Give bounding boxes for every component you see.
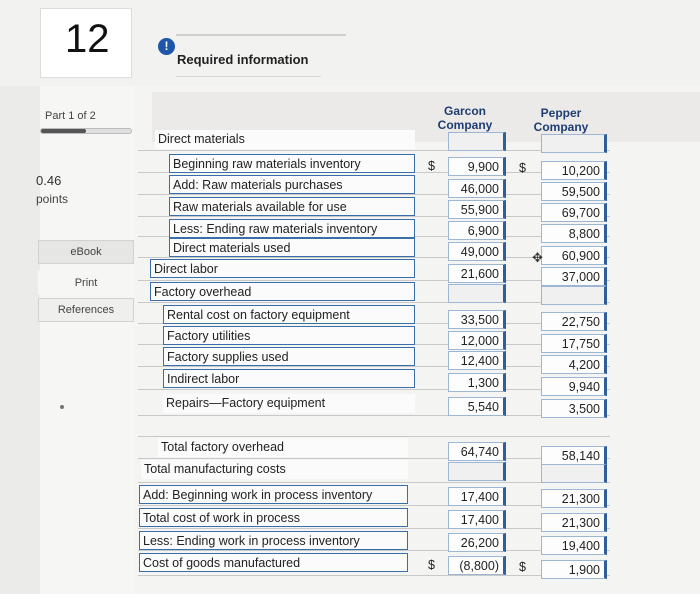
pepper-value-cell[interactable]: 4,200: [541, 355, 607, 374]
part-progress-fill: [41, 129, 86, 133]
pepper-value-cell[interactable]: 22,750: [541, 312, 607, 331]
row-label: Less: Ending work in process inventory: [139, 531, 408, 550]
required-information-title: Required information: [177, 52, 309, 67]
pepper-value-cell[interactable]: 19,400: [541, 536, 607, 555]
print-button[interactable]: Print: [38, 271, 134, 295]
garcon-value-cell[interactable]: 64,740: [448, 442, 506, 461]
row-label: Add: Raw materials purchases: [169, 175, 415, 194]
title-underline: [176, 76, 321, 77]
grid-line: [138, 389, 610, 390]
pepper-dollar-sign: $: [519, 560, 526, 574]
row-label: Factory utilities: [163, 326, 415, 345]
garcon-value-cell[interactable]: 12,400: [448, 351, 506, 370]
garcon-value-cell[interactable]: 6,900: [448, 221, 506, 240]
pepper-value-cell[interactable]: [541, 134, 607, 153]
pepper-value-cell[interactable]: 21,300: [541, 513, 607, 532]
grid-line: [138, 575, 610, 576]
pepper-value-cell[interactable]: [541, 464, 607, 483]
garcon-value-cell[interactable]: 17,400: [448, 487, 506, 506]
pepper-header-line1: Pepper: [540, 106, 582, 120]
pepper-value-cell[interactable]: 59,500: [541, 182, 607, 201]
pepper-value-cell[interactable]: 17,750: [541, 334, 607, 353]
row-label: Indirect labor: [163, 369, 415, 388]
pepper-value-cell[interactable]: 8,800: [541, 224, 607, 243]
row-label: Rental cost on factory equipment: [163, 305, 415, 324]
sidebar: [40, 86, 134, 594]
garcon-value-cell[interactable]: 12,000: [448, 331, 506, 350]
grid-line: [138, 302, 610, 303]
row-label: Direct labor: [150, 259, 415, 278]
part-label: Part 1 of 2: [45, 110, 96, 122]
ebook-button[interactable]: eBook: [38, 240, 134, 264]
header-divider: [176, 34, 346, 36]
points-value: 0.46: [36, 173, 62, 188]
row-label: Repairs—Factory equipment: [163, 394, 415, 413]
pepper-value-cell[interactable]: 9,940: [541, 377, 607, 396]
pepper-header-line2: Company: [533, 120, 589, 134]
grid-line: [138, 280, 610, 281]
grid-line: [138, 528, 610, 529]
decorative-dot: [60, 405, 64, 409]
garcon-value-cell[interactable]: 1,300: [448, 373, 506, 392]
question-number-box: [40, 8, 132, 78]
pepper-dollar-sign: $: [519, 161, 526, 175]
pepper-value-cell[interactable]: 69,700: [541, 203, 607, 222]
pepper-value-cell[interactable]: 58,140: [541, 446, 607, 465]
garcon-dollar-sign: $: [428, 558, 435, 572]
alert-icon: !: [158, 38, 175, 55]
move-cursor-icon: ✥: [532, 250, 543, 265]
grid-line: [138, 458, 610, 459]
pepper-value-cell[interactable]: 21,300: [541, 489, 607, 508]
garcon-value-cell[interactable]: 49,000: [448, 242, 506, 261]
points-label: points: [36, 192, 69, 206]
pepper-value-cell[interactable]: 37,000: [541, 267, 607, 286]
row-label: Total cost of work in process: [139, 508, 408, 527]
grid-line: [138, 505, 610, 506]
garcon-header: [430, 104, 500, 132]
garcon-value-cell[interactable]: 55,900: [448, 200, 506, 219]
part-progress-bar: [40, 128, 132, 134]
garcon-value-cell[interactable]: 33,500: [448, 310, 506, 329]
row-label: Factory supplies used: [163, 347, 415, 366]
row-label: Total factory overhead: [158, 438, 408, 457]
garcon-value-cell[interactable]: 17,400: [448, 510, 506, 529]
pepper-value-cell[interactable]: 10,200: [541, 161, 607, 180]
pepper-value-cell[interactable]: 3,500: [541, 399, 607, 418]
row-label: Beginning raw materials inventory: [169, 154, 415, 173]
row-label: Direct materials used: [169, 238, 415, 257]
grid-line: [138, 436, 610, 437]
row-label: Less: Ending raw materials inventory: [169, 219, 415, 238]
row-label: Add: Beginning work in process inventory: [139, 485, 408, 504]
pepper-value-cell[interactable]: 60,900: [541, 246, 607, 265]
row-label: Direct materials: [155, 130, 415, 149]
garcon-value-cell[interactable]: 21,600: [448, 264, 506, 283]
pepper-value-cell[interactable]: [541, 286, 607, 305]
row-label: Factory overhead: [150, 282, 415, 301]
garcon-header-line1: Garcon: [443, 104, 486, 118]
garcon-value-cell[interactable]: [448, 284, 506, 303]
question-number: 12: [65, 17, 110, 61]
pepper-header: [526, 106, 596, 134]
garcon-value-cell[interactable]: 5,540: [448, 397, 506, 416]
garcon-dollar-sign: $: [428, 159, 435, 173]
pepper-value-cell[interactable]: 1,900: [541, 560, 607, 579]
grid-line: [138, 150, 610, 151]
garcon-value-cell[interactable]: [448, 462, 506, 481]
row-label: Raw materials available for use: [169, 197, 415, 216]
row-label: Total manufacturing costs: [141, 460, 408, 479]
references-button[interactable]: References: [38, 298, 134, 322]
garcon-value-cell[interactable]: 46,000: [448, 179, 506, 198]
garcon-value-cell[interactable]: (8,800): [448, 556, 506, 575]
garcon-value-cell[interactable]: 9,900: [448, 157, 506, 176]
grid-line: [138, 482, 610, 483]
garcon-header-line2: Company: [437, 118, 493, 132]
garcon-value-cell[interactable]: [448, 132, 506, 151]
row-label: Cost of goods manufactured: [139, 553, 408, 572]
garcon-value-cell[interactable]: 26,200: [448, 533, 506, 552]
grid-line: [138, 415, 610, 416]
